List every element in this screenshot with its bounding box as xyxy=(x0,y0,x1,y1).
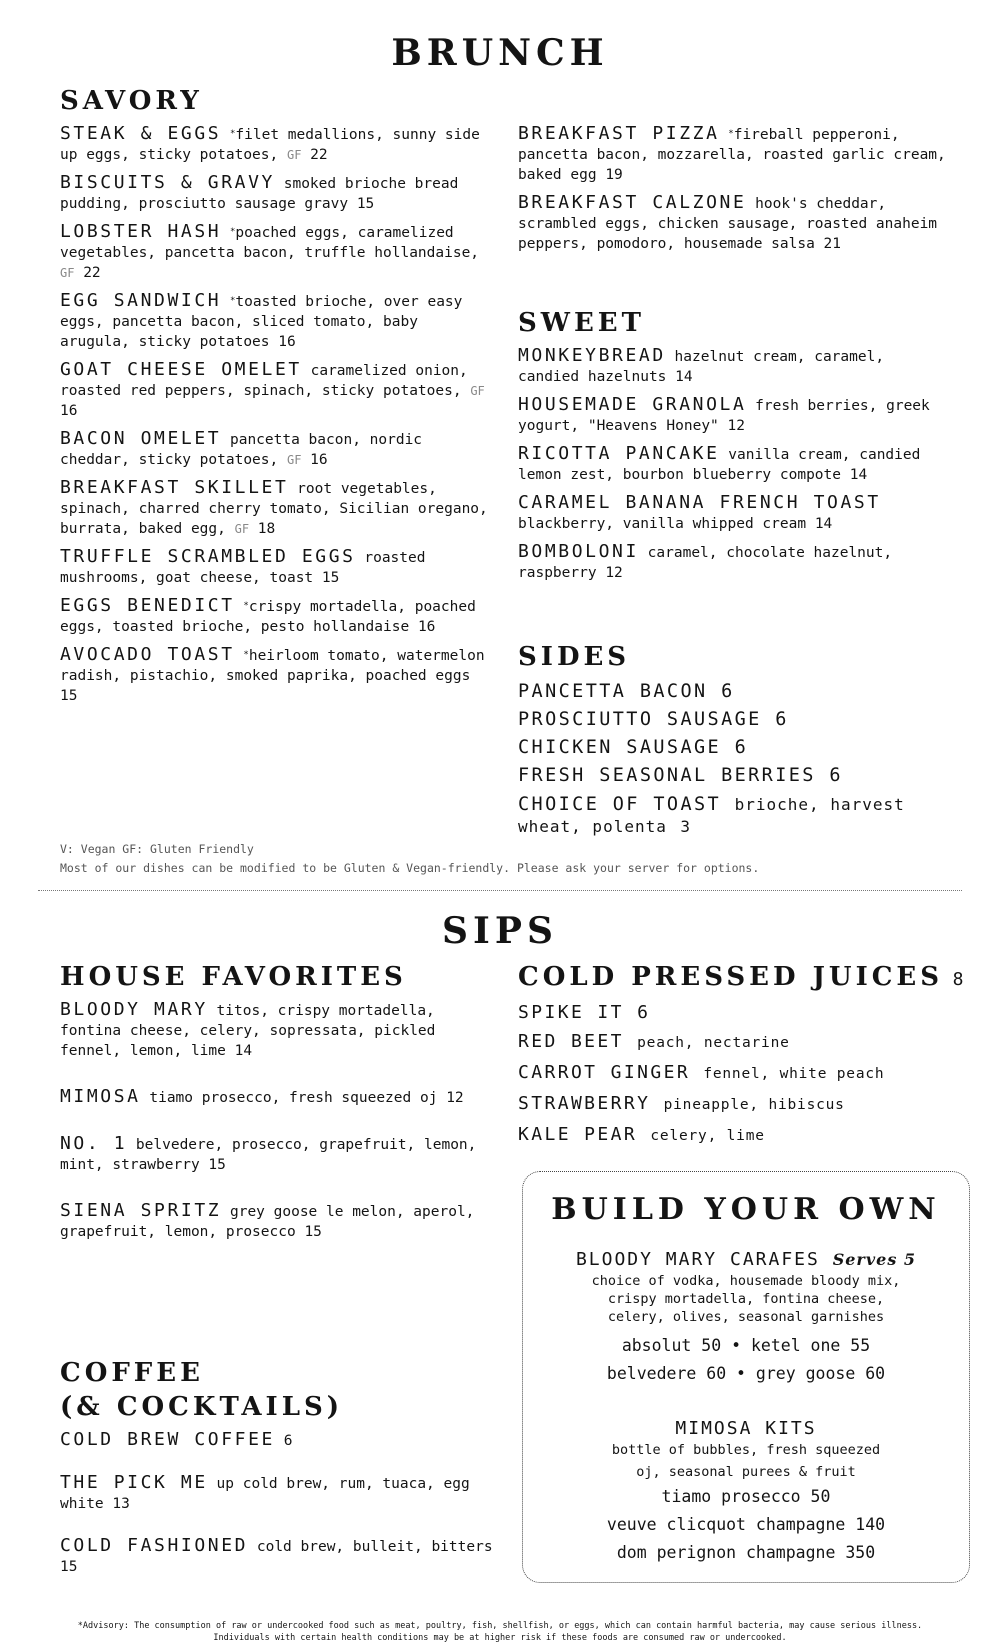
drink-item-desc: tiamo prosecco, fresh squeezed oj xyxy=(149,1090,438,1106)
drink-item xyxy=(60,1473,500,1514)
menu-item-name: GOAT CHEESE OMELET xyxy=(60,359,302,380)
menu-item-price: 15 xyxy=(321,570,340,586)
carafes-prices-2: belvedere 60 • grey goose 60 xyxy=(606,1364,886,1383)
menu-item-price: 14 xyxy=(849,467,868,483)
juice-item: RED BEET peach, nectarine xyxy=(518,1031,790,1052)
carafes-prices-1: absolut 50 • ketel one 55 xyxy=(621,1336,871,1355)
menu-item-star: * xyxy=(728,129,734,139)
build-your-own-box xyxy=(522,1171,970,1583)
drink-item-name: MIMOSA xyxy=(60,1086,141,1107)
coffee-list xyxy=(60,1430,500,1577)
juices-list xyxy=(518,998,958,1151)
menu-item xyxy=(518,193,948,254)
menu-item-star: * xyxy=(243,601,249,611)
menu-item xyxy=(518,346,948,387)
drink-item-price: 6 xyxy=(283,1433,293,1449)
carafes-serves: Serves 5 xyxy=(832,1250,917,1269)
mimosa-price: tiamo prosecco 50 xyxy=(661,1487,831,1506)
menu-item-price: 15 xyxy=(60,688,78,704)
drink-item xyxy=(60,1201,500,1242)
drink-item-price: 12 xyxy=(446,1090,464,1106)
carafes-description: choice of vodka, housemade bloody mix, crispy mortadella, fontina cheese, celery, olives, seasonal garnishes xyxy=(591,1273,901,1325)
menu-item-gf: GF xyxy=(470,384,485,398)
drink-item-price: 15 xyxy=(304,1224,322,1240)
menu-item-desc: caramel, chocolate hazelnut, raspberry xyxy=(518,545,893,581)
mimosa-kits-title: MIMOSA KITS xyxy=(675,1418,817,1439)
menu-item-name: BACON OMELET xyxy=(60,428,222,449)
drink-item-desc: grey goose le melon, aperol, grapefruit, lemon, prosecco xyxy=(60,1204,475,1240)
menu-item-price: 16 xyxy=(417,619,436,635)
drink-item-name: BLOODY MARY xyxy=(60,999,208,1020)
menu-item-desc: fresh berries, greek yogurt, "Heavens Honey" xyxy=(518,398,930,434)
menu-item-price: 16 xyxy=(60,403,78,419)
menu-item xyxy=(60,547,490,588)
coffee-heading xyxy=(60,1356,343,1424)
side-item: PANCETTA BACON 6 xyxy=(518,681,735,702)
menu-item-price: 12 xyxy=(727,418,745,434)
menu-item-price: 12 xyxy=(605,565,623,581)
juice-item: SPIKE IT 6 xyxy=(518,1002,651,1023)
drink-item xyxy=(60,1000,500,1061)
menu-item-desc: filet medallions, sunny side up eggs, sticky potatoes, xyxy=(60,127,480,163)
drink-item-name: COLD BREW COFFEE xyxy=(60,1429,275,1450)
build-your-own-heading: BUILD YOUR OWN xyxy=(551,1192,941,1227)
house-favorites-heading: HOUSE FAVORITES xyxy=(60,962,407,992)
drink-item-price: 15 xyxy=(208,1157,226,1173)
drink-item-price: 14 xyxy=(234,1043,253,1059)
side-item: CHOICE OF TOAST brioche, harvest wheat, polenta 3 xyxy=(518,794,905,836)
menu-item-name: CARAMEL BANANA FRENCH TOAST xyxy=(518,492,881,513)
drink-item-desc: titos, crispy mortadella, fontina cheese, celery, sopressata, pickled fennel, lemon, lime xyxy=(60,1003,436,1059)
menu-item-price: 22 xyxy=(310,147,328,163)
menu-item-price: 14 xyxy=(675,369,693,385)
menu-item-name: BREAKFAST CALZONE xyxy=(518,192,747,213)
menu-item xyxy=(60,173,490,214)
modify-note: Most of our dishes can be modified to be Gluten & Vegan-friendly. Please ask your server for options. xyxy=(60,861,760,875)
menu-item-desc: crispy mortadella, poached eggs, toasted brioche, pesto hollandaise xyxy=(60,599,476,635)
menu-item-desc: hook's cheddar, scrambled eggs, chicken sausage, roasted anaheim peppers, pomodoro, housemade salsa xyxy=(518,196,938,252)
drink-item xyxy=(60,1134,500,1175)
mimosa-price: dom perignon champagne 350 xyxy=(616,1543,876,1562)
side-item: FRESH SEASONAL BERRIES 6 xyxy=(518,765,843,786)
menu-item xyxy=(60,645,490,706)
carafes-title: BLOODY MARY CARAFES Serves 5 xyxy=(575,1249,917,1270)
menu-item-gf: GF xyxy=(286,148,302,162)
drink-item-desc: cold brew, bulleit, bitters xyxy=(256,1539,493,1555)
menu-item-name: TRUFFLE SCRAMBLED EGGS xyxy=(60,546,356,567)
menu-item-desc: roasted mushrooms, goat cheese, toast xyxy=(60,550,426,586)
menu-item-star: * xyxy=(229,296,236,306)
menu-item xyxy=(60,478,490,539)
menu-item-price: 16 xyxy=(278,334,296,350)
menu-item-desc: vanilla cream, candied lemon zest, bourbon blueberry compote xyxy=(518,447,921,483)
menu-item-price: 14 xyxy=(814,516,833,532)
savory-list xyxy=(60,124,490,714)
menu-item-star: * xyxy=(229,227,236,237)
menu-item-star: * xyxy=(229,129,236,139)
menu-item xyxy=(518,493,948,534)
menu-item-desc: toasted brioche, over easy eggs, pancetta bacon, sliced tomato, baby arugula, sticky potatoes xyxy=(60,294,463,350)
menu-item-desc: smoked brioche bread pudding, prosciutto sausage gravy xyxy=(60,176,459,212)
drink-item-name: SIENA SPRITZ xyxy=(60,1200,222,1221)
juice-item: KALE PEAR celery, lime xyxy=(518,1124,765,1145)
menu-item-name: LOBSTER HASH xyxy=(60,221,222,242)
advisory-note: *Advisory: The consumption of raw or undercooked food such as meat, poultry, fish, shellfish, or eggs, which can contain harmful bacteria, may cause serious illness. Individuals with certain health conditions may be at higher risk if these foods are consumed raw or undercooked. xyxy=(77,1621,923,1643)
menu-item-desc: root vegetables, spinach, charred cherry tomato, Sicilian oregano, burrata, baked egg, xyxy=(60,481,488,537)
menu-item xyxy=(518,395,948,436)
juices-heading-row xyxy=(518,962,964,992)
legend-note: V: Vegan GF: Gluten Friendly xyxy=(60,842,254,856)
menu-item-desc: fireball pepperoni, pancetta bacon, mozzarella, roasted garlic cream, baked egg xyxy=(518,127,946,183)
drink-item-price: 13 xyxy=(112,1496,130,1512)
drink-item xyxy=(60,1536,500,1577)
menu-item-price: 21 xyxy=(823,236,842,252)
menu-item-price: 18 xyxy=(257,521,276,537)
menu-item-name: BREAKFAST PIZZA xyxy=(518,123,720,144)
menu-item-price: 19 xyxy=(605,167,623,183)
side-item: PROSCIUTTO SAUSAGE 6 xyxy=(518,709,789,730)
sips-title: SIPS xyxy=(442,910,558,952)
menu-item xyxy=(60,291,490,352)
menu-item-price: 16 xyxy=(310,452,328,468)
savory-heading: SAVORY xyxy=(60,86,203,116)
side-item: CHICKEN SAUSAGE 6 xyxy=(518,737,749,758)
menu-item-desc: poached eggs, caramelized vegetables, pancetta bacon, truffle hollandaise, xyxy=(60,225,480,261)
menu-item-desc: heirloom tomato, watermelon radish, pistachio, smoked paprika, poached eggs xyxy=(60,648,485,684)
menu-item-desc: caramelized onion, roasted red peppers, spinach, sticky potatoes, xyxy=(60,363,468,399)
menu-item xyxy=(518,444,948,485)
drink-item-name: THE PICK ME xyxy=(60,1472,208,1493)
coffee-heading-line-1: COFFEE xyxy=(60,1358,204,1388)
coffee-heading-line-2: (& COCKTAILS) xyxy=(60,1392,344,1422)
house-favorites-list xyxy=(60,1000,500,1242)
menu-item-name: EGG SANDWICH xyxy=(60,290,222,311)
section-divider xyxy=(38,890,962,891)
brunch-title: BRUNCH xyxy=(391,32,609,74)
menu-item-desc: blackberry, vanilla whipped cream xyxy=(518,516,807,532)
drink-item-name: COLD FASHIONED xyxy=(60,1535,249,1556)
mimosa-kits-description: bottle of bubbles, fresh squeezed oj, seasonal purees & fruit xyxy=(611,1442,881,1480)
menu-item xyxy=(60,596,490,637)
mimosa-price: veuve clicquot champagne 140 xyxy=(606,1515,886,1534)
menu-item-star: * xyxy=(243,650,249,660)
menu-item xyxy=(60,222,490,283)
menu-item xyxy=(60,429,490,470)
sweet-list xyxy=(518,346,948,591)
sweet-heading: SWEET xyxy=(518,308,645,338)
menu-item-name: HOUSEMADE GRANOLA xyxy=(518,394,747,415)
menu-item-name: BOMBOLONI xyxy=(518,541,639,562)
drink-item-price: 15 xyxy=(60,1559,78,1575)
drink-item xyxy=(60,1087,500,1108)
drink-item-name: NO. 1 xyxy=(60,1133,128,1154)
menu-item-desc: hazelnut cream, caramel, candied hazelnuts xyxy=(518,349,885,385)
menu-item-name: MONKEYBREAD xyxy=(518,345,666,366)
juices-heading: COLD PRESSED JUICES xyxy=(518,962,944,992)
menu-item xyxy=(60,360,490,421)
menu-item-name: BISCUITS & GRAVY xyxy=(60,172,275,193)
drink-item xyxy=(60,1430,500,1451)
drink-item-desc: belvedere, prosecco, grapefruit, lemon, mint, strawberry xyxy=(60,1137,477,1173)
menu-item-name: RICOTTA PANCAKE xyxy=(518,443,720,464)
juices-price: 8 xyxy=(952,969,964,990)
menu-item-gf: GF xyxy=(286,453,302,467)
menu-item-gf: GF xyxy=(234,522,250,536)
menu-item-name: EGGS BENEDICT xyxy=(60,595,235,616)
menu-item-gf: GF xyxy=(60,266,75,280)
menu-item-price: 22 xyxy=(83,265,101,281)
menu-item-price: 15 xyxy=(356,196,375,212)
menu-item xyxy=(518,542,948,583)
menu-item-desc: pancetta bacon, nordic cheddar, sticky potatoes, xyxy=(60,432,423,468)
menu-item xyxy=(60,124,490,165)
sides-heading: SIDES xyxy=(518,642,631,672)
menu-item-name: BREAKFAST SKILLET xyxy=(60,477,289,498)
savory-right-list xyxy=(518,124,948,262)
sides-list xyxy=(518,678,948,838)
juice-item: STRAWBERRY pineapple, hibiscus xyxy=(518,1093,845,1114)
menu-item-name: STEAK & EGGS xyxy=(60,123,222,144)
menu-item xyxy=(518,124,948,185)
drink-item-desc: up cold brew, rum, tuaca, egg white xyxy=(60,1476,470,1512)
menu-item-name: AVOCADO TOAST xyxy=(60,644,235,665)
juice-item: CARROT GINGER fennel, white peach xyxy=(518,1062,885,1083)
